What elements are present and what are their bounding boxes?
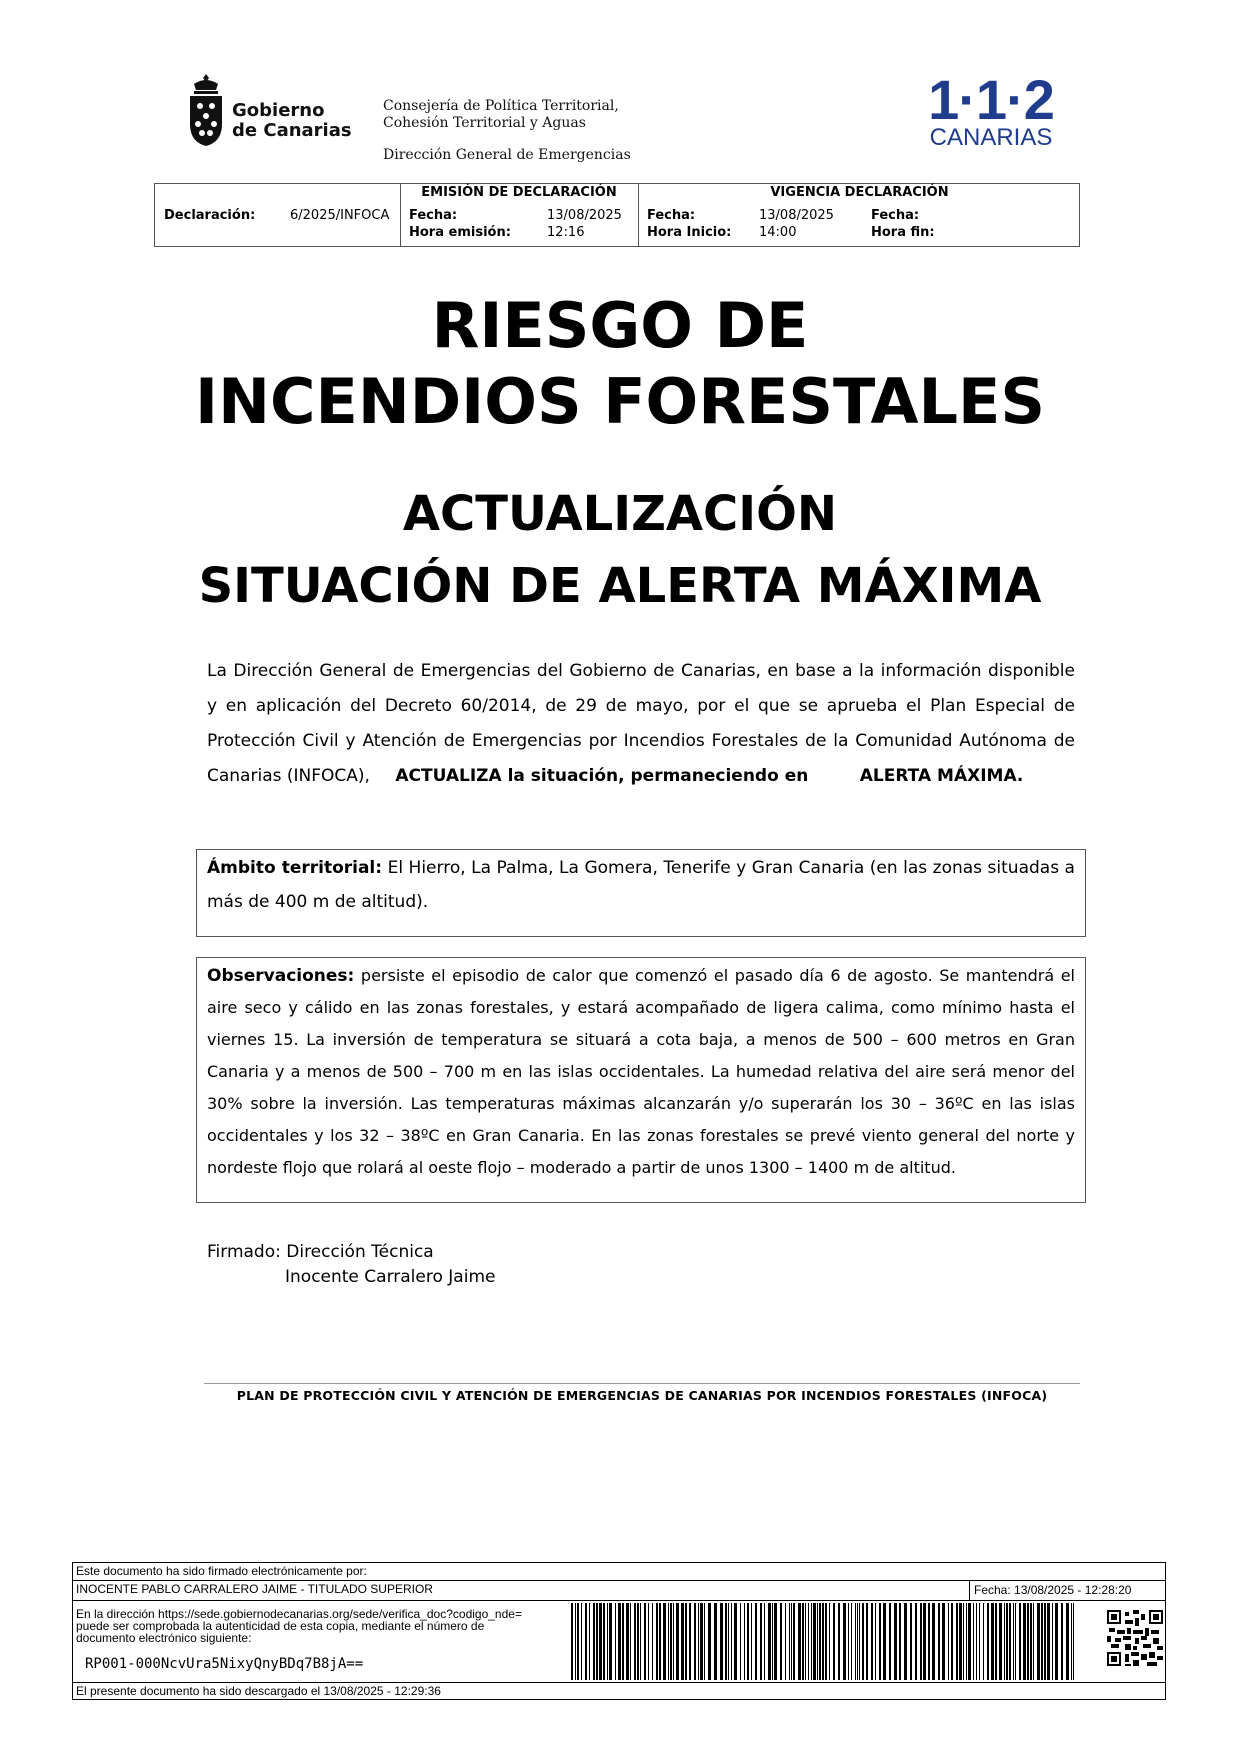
emision-hora-label: Hora emisión: bbox=[409, 225, 511, 240]
intro-bold-actualiza: ACTUALIZA la situación, permaneciendo en bbox=[395, 766, 809, 786]
gobierno-line2: de Canarias bbox=[232, 120, 352, 141]
subtitle-line2: SITUACIÓN DE ALERTA MÁXIMA bbox=[198, 558, 1042, 614]
emision-hora-value: 12:16 bbox=[547, 225, 585, 240]
consejeria-line1: Consejería de Política Territorial, bbox=[383, 98, 619, 114]
fin-fecha-label: Fecha: bbox=[871, 208, 920, 223]
title-line2: INCENDIOS FORESTALES bbox=[195, 365, 1045, 438]
main-title bbox=[0, 288, 1240, 440]
verification-code: RP001-000NcvUra5NixyQnyBDq7B8jA== bbox=[85, 1656, 364, 1672]
vigencia-hora-value: 14:00 bbox=[759, 225, 797, 240]
gobierno-canarias-emblem-icon bbox=[186, 72, 226, 152]
title-line1: RIESGO DE bbox=[431, 289, 809, 362]
declaration-table bbox=[154, 183, 1080, 247]
verify-line1: En la dirección https://sede.gobiernodecanarias.org/sede/verifica_doc?codigo_nde= bbox=[76, 1607, 522, 1621]
verify-line3: documento electrónico siguiente: bbox=[76, 1631, 252, 1645]
verification-row bbox=[73, 1600, 1165, 1683]
consejeria-line2: Cohesión Territorial y Aguas bbox=[383, 115, 586, 131]
emision-fecha-label: Fecha: bbox=[409, 208, 458, 223]
verify-line2: puede ser comprobada la autenticidad de esta copia, mediante el número de bbox=[76, 1619, 485, 1633]
signer-row bbox=[73, 1580, 1165, 1601]
declaration-label: Declaración: bbox=[164, 208, 256, 223]
vigencia-fecha-value: 13/08/2025 bbox=[759, 208, 834, 223]
intro-bold-alerta: ALERTA MÁXIMA. bbox=[859, 766, 1024, 786]
vigencia-header: VIGENCIA DECLARACIÓN bbox=[770, 185, 949, 200]
fin-hora-label: Hora fin: bbox=[871, 225, 935, 240]
emision-header: EMISIÓN DE DECLARACIÓN bbox=[421, 185, 617, 200]
signed-by-row bbox=[73, 1563, 1165, 1581]
intro-text: La Dirección General de Emergencias del Gobierno de Canarias, en base a la información disponible y en aplicación del Decreto 60/2014, de 29 de mayo, por el que se aprueba el Plan Especial de Protección Civil y Atención de Emergencias por Incendios Forestales de la Comunidad Autónoma de Canarias (INFOCA), bbox=[207, 661, 1075, 786]
observaciones-content bbox=[207, 960, 1075, 1184]
observaciones-label: Observaciones: bbox=[207, 966, 355, 986]
firma-block bbox=[207, 1240, 495, 1290]
firma-line1: Firmado: Dirección Técnica bbox=[207, 1242, 434, 1262]
signer-name: INOCENTE PABLO CARRALERO JAIME - TITULADO SUPERIOR bbox=[76, 1582, 433, 1596]
downloaded-text: El presente documento ha sido descargado el 13/08/2025 - 12:29:36 bbox=[76, 1684, 441, 1698]
gobierno-line1: Gobierno bbox=[232, 100, 325, 121]
signature-date: Fecha: 13/08/2025 - 12:28:20 bbox=[974, 1583, 1132, 1597]
barcode-icon bbox=[569, 1603, 1081, 1680]
intro-paragraph bbox=[207, 654, 1075, 794]
logo-112-sub: CANARIAS bbox=[929, 124, 1053, 151]
declaration-value: 6/2025/INFOCA bbox=[290, 208, 390, 223]
firma-line2: Inocente Carralero Jaime bbox=[285, 1267, 496, 1287]
direccion-general-header: Dirección General de Emergencias bbox=[383, 147, 631, 163]
emision-fecha-value: 13/08/2025 bbox=[547, 208, 622, 223]
logo-112-number: 1·1·2 bbox=[928, 68, 1054, 131]
vigencia-hora-label: Hora Inicio: bbox=[647, 225, 732, 240]
electronic-signature-box bbox=[72, 1562, 1166, 1700]
logo-112-canarias bbox=[925, 68, 1057, 151]
signed-by-label: Este documento ha sido firmado electrónicamente por: bbox=[76, 1564, 367, 1578]
ambito-box bbox=[196, 849, 1086, 937]
subtitle-line1: ACTUALIZACIÓN bbox=[402, 486, 838, 542]
plan-divider bbox=[204, 1383, 1080, 1384]
subtitle bbox=[0, 478, 1240, 622]
qr-code-icon bbox=[1107, 1610, 1163, 1666]
observaciones-text: persiste el episodio de calor que comenzó el pasado día 6 de agosto. Se mantendrá el aire seco y cálido en las zonas forestales, y estará acompañado de ligera calima, como mínimo hasta el viernes 15. La inversión de temperatura se situará a cota baja, a menos de 500 – 600 metros en Gran Canaria y a menos de 500 – 700 m en las islas occidentales. La humedad relativa del aire será menor del 30% sobre la inversión. Las temperaturas máximas alcanzarán y/o superarán los 30 – 36ºC en las islas occidentales y los 32 – 38ºC en Gran Canaria. En las zonas forestales se prevé viento general del norte y nordeste flojo que rolará al oeste flojo – moderado a partir de unos 1300 – 1400 m de altitud. bbox=[207, 966, 1075, 1177]
ambito-content bbox=[207, 851, 1075, 919]
verification-text bbox=[76, 1608, 522, 1644]
consejeria-name bbox=[383, 98, 619, 132]
vigencia-fecha-label: Fecha: bbox=[647, 208, 696, 223]
ambito-text: El Hierro, La Palma, La Gomera, Tenerife y Gran Canaria (en las zonas situadas a más de 400 m de altitud). bbox=[207, 858, 1075, 912]
plan-footer: PLAN DE PROTECCIÓN CIVIL Y ATENCIÓN DE EMERGENCIAS DE CANARIAS POR INCENDIOS FORESTALES (INFOCA) bbox=[236, 1388, 1048, 1403]
ambito-label: Ámbito territorial: bbox=[207, 858, 383, 878]
observaciones-box bbox=[196, 957, 1086, 1203]
signer-divider bbox=[969, 1580, 970, 1600]
gobierno-canarias-wordmark bbox=[232, 101, 352, 141]
